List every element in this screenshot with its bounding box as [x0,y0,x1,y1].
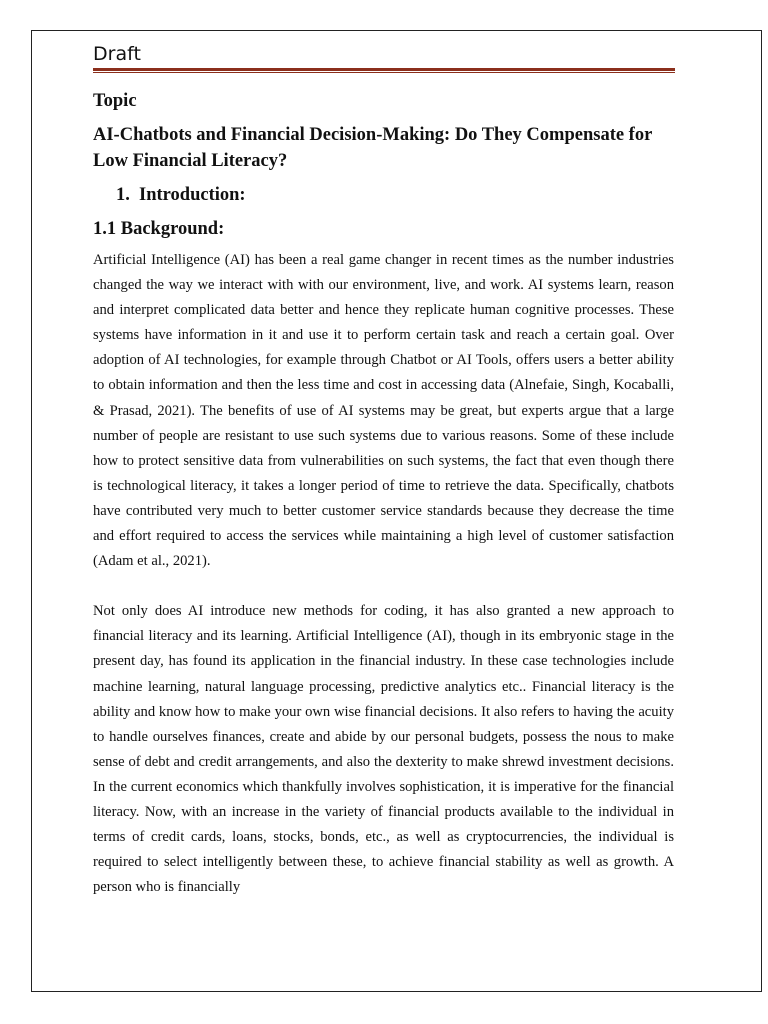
subsection-heading: 1.1 Background: [93,219,225,239]
section-title: Introduction: [139,185,246,205]
section-heading [116,182,674,208]
header-rule [93,68,675,71]
section-number: 1. [116,185,130,205]
header-rule-thin [93,72,675,73]
document-title: AI-Chatbots and Financial Decision-Making: Do They Compensate for Low Financial Literacy? [93,125,652,171]
header-label: Draft [93,43,141,65]
document-body [93,88,674,925]
page-header [93,42,675,73]
topic-label: Topic [93,91,137,111]
paragraph-1: Artificial Intelligence (AI) has been a real game changer in recent times as the number industries changed the way we interact with with our environment, live, and work. AI systems learn, reason and interpret complicated data better and hence they replicate human cognitive processes. These systems have information in it and use it to perform certain task and reach a certain goal. Over adoption of AI technologies, for example through Chatbot or AI Tools, offers users a better ability to obtain information and then the less time and cost in accessing data (Alnefaie, Singh, Kocaballi, & Prasad, 2021). The benefits of use of AI systems may be great, but experts argue that a large number of people are resistant to use such systems due to various reasons. Some of these include how to protect sensitive data from vulnerabilities on such systems, the fact that even though there is technological literacy, it takes a longer period of time to retrieve the data. Specifically, chatbots have contributed very much to better customer service standards because they decrease the time and effort required to access the services while maintaining a high level of customer satisfaction (Adam et al., 2021). [93,252,674,570]
paragraph-2: Not only does AI introduce new methods for coding, it has also granted a new approach to financial literacy and its learning. Artificial Intelligence (AI), though in its embryonic stage in the present day, has found its application in the financial industry. In these case technologies include machine learning, natural language processing, predictive analytics etc.. Financial literacy is the ability and know how to make your own wise financial decisions. It also refers to having the acuity to handle ourselves finances, create and abide by our personal budgets, possess the nous to make sense of debt and credit arrangements, and also the dexterity to make shrewd investment decisions. In the current economics which thankfully involves sophistication, it is imperative for the financial literacy. Now, with an increase in the variety of financial products available to the individual in terms of credit cards, loans, stocks, bonds, etc., as well as cryptocurrencies, the individual is required to select intelligently between these, to achieve financial stability as well as growth. A person who is financially [93,603,674,896]
